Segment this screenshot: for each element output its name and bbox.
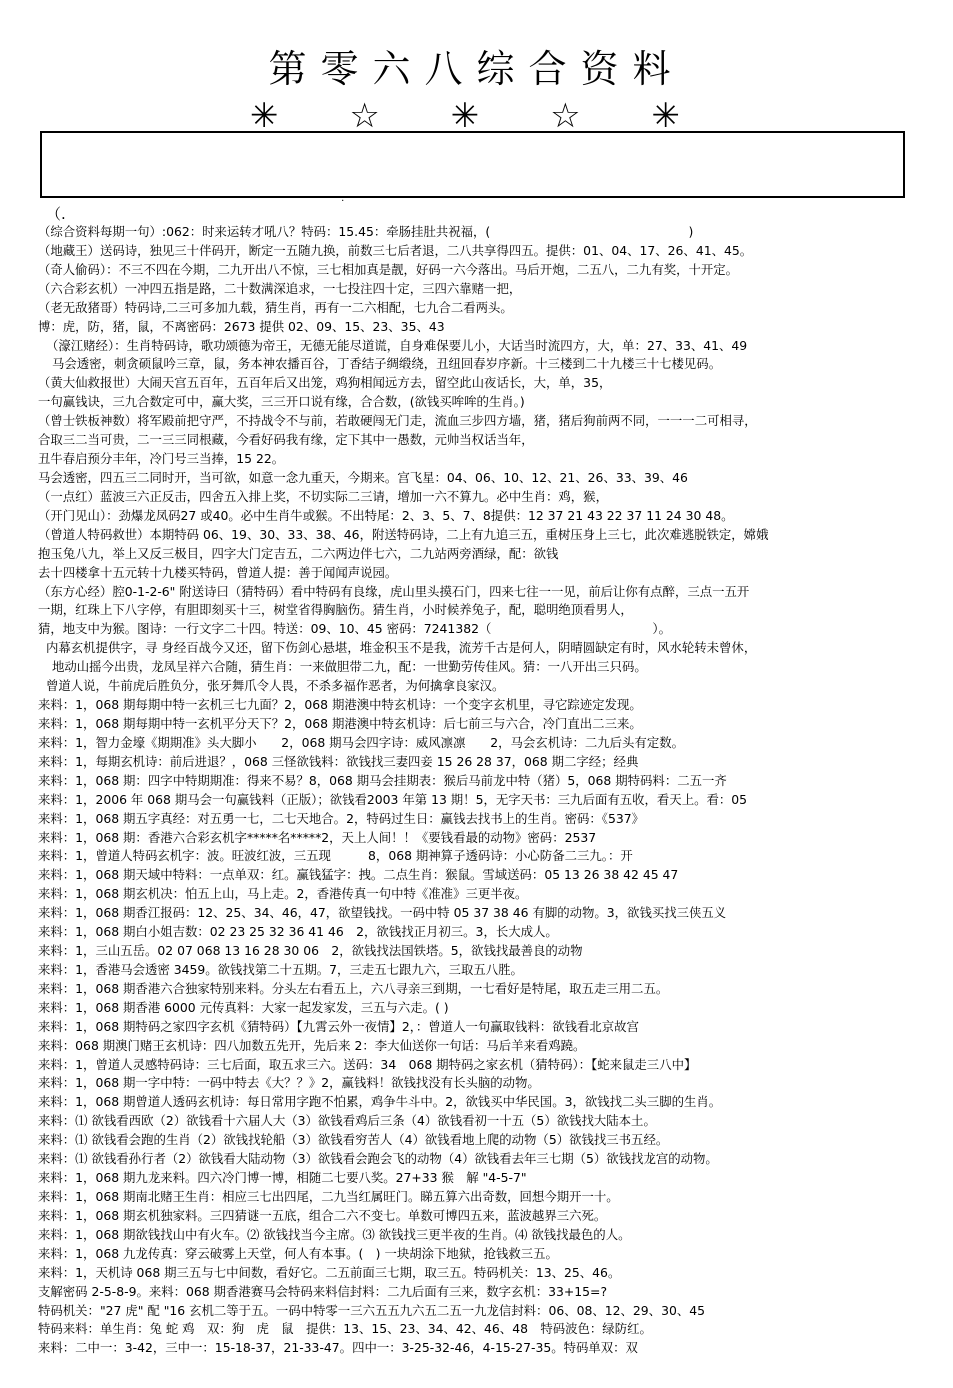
text-line: 一句赢钱诀，三九合数定可中，赢大奖，三三开口说有缘，合合数，(欲钱买哞哞的生肖。) — [38, 394, 525, 410]
box-dots: ·. — [338, 193, 345, 204]
star-row — [250, 96, 680, 136]
text-line: 来料：1，068 期香江报码：12、25、34、46，47，欲望钱找。一码中特 05 37 38 46 有脚的动物。3，欲钱买找三侠五义 — [38, 905, 727, 921]
text-line: 来料：1，068 期白小姐吉数：02 23 25 32 36 41 46 2，欲钱找正月初三。3，长大成人。 — [38, 924, 558, 940]
document-body — [38, 223, 918, 1358]
text-line: 特码机关："27 虎" 配 "16 玄机二等于五。一码中特零一三六五五九六五二五一九龙信封料：06、08、12、29、30、45 — [38, 1302, 705, 1318]
text-line: （一点红）蓝波三六正反击，四舍五入排上奖，不切实际二三请，增加一六不算九。必中生肖：鸡，猴， — [38, 488, 608, 504]
text-line: 特码来料：单生肖：兔 蛇 鸡 双：狗 虎 鼠 提供：13、15、23、34、42、46、48 特码波色：绿防红。 — [38, 1321, 652, 1337]
text-line: 地动山摇今出贵，龙凤呈祥六合随，猜生肖：一来做胆带二九，配：一世勤劳传佳风。猜：一八开出三只码。 — [52, 659, 647, 675]
text-line: 来料：1，068 期每期中特一玄机平分天下？2，068 期港澳中特玄机诗：后七前三与六合，冷门直出二三来。 — [38, 715, 642, 731]
text-line: 曾道人说，牛前虎后胜负分，张牙舞爪令人畏，不杀多福作恶者，为何擒拿良家汉。 — [46, 678, 505, 694]
text-line: 来料：⑴ 欲钱看孙行者（2）欲钱看大陆动物（3）欲钱看会跑会飞的动物（4）欲钱看去年三七期（5）欲钱找龙宫的动物。 — [38, 1151, 718, 1167]
text-line: 来料：1，068 期每期中特一玄机三七九面？2，068 期港澳中特玄机诗：一个变字玄机里，寻它踪迹定发现。 — [38, 697, 642, 713]
text-line: （综合资料每期一句）:062：时来运转才吼八？特码：15.45：牵肠挂肚共祝福，( ) — [38, 224, 694, 239]
text-line: 来料：1，068 期南北赌王生肖：相应三七出四尾，二九当红属旺门。睇五算六出奇数，回想今期开一十。 — [38, 1189, 619, 1205]
text-line: 来料：1，068 期玄机独家料。三四猜谜一五底，组合二六不变七。单数可博四五来，蓝波越界三六死。 — [38, 1207, 607, 1223]
text-line: 来料：1，068 期香港 6000 元传真料：大家一起发家发，三五与六走。( ) — [38, 999, 449, 1015]
text-line: 来料：1，068 期曾道人透码玄机诗：每日常用字跑不怕累，鸡争牛斗中。2，欲钱买中华民国。3，欲钱找二头三脚的生肖。 — [38, 1094, 722, 1110]
text-line: 来料：1，曾道人特码玄机字：波。旺波红波，三五现 8，068 期神算子透码诗：小心防备二三九。：开 — [38, 848, 633, 864]
text-line: （开门见山）：劲爆龙凤码27 或40。必中生肖牛或猴。不出特尾：2、3、5、7、8提供：12 37 21 43 22 37 11 24 30 48。 — [38, 507, 734, 523]
text-line: 来料：1，每期玄机诗：前后进退？，068 三怪欲钱料：欲钱找三妻四妾 15 26 28 37，068 期二字经；经典 — [38, 753, 639, 769]
text-line: 来料：1，068 期：香港六合彩玄机字*****名*****2，天上人间！！《要钱看最的动物》密码：2537 — [38, 829, 597, 845]
text-line: 来料：1，068 期特码之家四字玄机《猜特码）【九霄云外一夜情】2，：曾道人一句赢取钱料：欲钱看北京故宫 — [38, 1018, 639, 1034]
text-line: 马会透密，刺贪硕鼠吟三章，鼠，务本神农播百谷，丁香结子绸缎绕，丑纽回春岁序新。十三楼到二十九楼三十七楼见码。 — [52, 356, 722, 372]
text-line: 来料：1，068 期一字中特：一码中特去《大？？》2，赢钱料！欲钱找没有长头脑的动物。 — [38, 1075, 540, 1091]
text-line: 来料：1，068 期天域中特料：一点单双：红。赢钱猛字：拽。二点生肖：猴鼠。雪域送码：05 13 26 38 42 45 47 — [38, 867, 679, 883]
asterisk-icon: ✳ — [250, 96, 279, 136]
text-line: 马会透密，四五三二同时开，当可欲，如意一念九重天，今期来。宫飞星：04、06、10、12、21、26、33、39、46 — [38, 469, 688, 485]
blank-box — [40, 131, 905, 198]
text-line: 来料：1，068 期五字真经：对五勇一七，二七天地合。2，特码过生日：赢钱去找书上的生肖。密码：《537》 — [38, 810, 644, 826]
text-line: （老无敌猪哥）特码诗,二三可多加九载，猜生肖，再有一二六相配，七九合二看两头。 — [38, 299, 513, 315]
page-title: 第零六八综合资料 — [268, 47, 685, 91]
text-line: 合取三二当可贵，二一三三同根藏，今看好码我有缘，定下其中一愚数，元帅当权话当年， — [38, 432, 534, 448]
text-line: （六合彩玄机）一冲四五指是路，二十数满深追求，一七投注四十定，三四六靠赌一把， — [38, 280, 522, 296]
text-line: 内幕玄机提供字，寻 身经百战今又还，留下伤剑心悬堪，堆金积玉不是我，流芳千古是何人，阴晴圆缺定有时，风水轮转未曾休， — [46, 640, 757, 656]
text-line: （曾道人特码救世）本期特码 06、19、30、33、38、46，附送特码诗，二上有九追三五，重树压身上三七，此次难逃脱铁定，嫦娥 — [38, 526, 769, 542]
asterisk-icon: ✳ — [651, 96, 680, 136]
text-line: （黄大仙救报世）大闹天宫五百年，五百年后又出笼，鸡狗相闻远方去，留空此山夜话长，大，单，35， — [38, 375, 612, 391]
text-line: 猜，地支中为猴。图诗：一行文字二十四。特送：09、10、45 密码：7241382（ ）。 — [38, 621, 672, 637]
text-line: 去十四楼拿十五元转十九楼买特码，曾道人提：善于闻闻声说园。 — [38, 564, 398, 580]
text-line: 来料：1，天机诗 068 期三五与七中间数，看好它。二五前面三七期，取三五。特码机关：13、25、46。 — [38, 1264, 621, 1280]
text-line: 来料：1，2006 年 068 期马会一句赢钱料（正版）；欲钱看2003 年第 13 期！5，无字天书：三九后面有五收，看天上。看：05 — [38, 791, 748, 807]
text-line: （濠江赌经）：生肖特码诗，歌功颂德为帝王，无德无能尽道谎，自身难保要儿小，大话当时流四方，大，单：27、33、41、49 — [46, 337, 748, 353]
text-line: 来料：二中一：3-42，三中一：15-18-37，21-33-47。四中一：3-25-32-46，4-15-27-35。特码单双：双 — [38, 1340, 638, 1356]
text-line: 来料：1，068 期九龙来料。四六冷门博一博，相随二七要八奖。27+33 猴 解 "4-5-7" — [38, 1170, 527, 1186]
text-line: 来料：1，曾道人灵感特码诗：三七后面，取五求三六。送码：34 068 期特码之家玄机（猜特码）：【蛇来鼠走三八中】 — [38, 1056, 697, 1072]
text-line: 抱玉兔八九，举上又反三极目，四字大门定吉五，二六两边伴七六，二九站两旁酒绿，配：欲钱 — [38, 545, 559, 561]
star-icon: ☆ — [550, 96, 581, 136]
text-line: 来料：1，068 九龙传真：穿云破雾上天堂，何人有本事。( ) 一块胡涂下地狱，抢钱救三五。 — [38, 1245, 558, 1261]
text-line: 来料：1，068 期欲钱找山中有火车。⑵ 欲钱找当今主席。⑶ 欲钱找三更半夜的生肖。⑷ 欲钱找最色的人。 — [38, 1226, 631, 1242]
text-line: 来料：1，香港马会透密 3459。欲钱找第二十五期。7，三走五七跟九六，三取五八胜。 — [38, 961, 523, 977]
star-icon: ☆ — [349, 96, 380, 136]
text-line: 来料：1，068 期：四字中特期期准：得来不易？8，068 期马会挂期表：猴后马前龙中特（猪）5，068 期特码料：二五一齐 — [38, 772, 727, 788]
text-line: 来料：1，三山五岳。02 07 068 13 16 28 30 06 2，欲钱找法国铁塔。5，欲钱找最善良的动物 — [38, 943, 583, 959]
text-line: 来料：1，068 期玄机决：怕五上山，马上走。2，香港传真一句中特《准准》三更半夜。 — [38, 886, 528, 902]
text-line: 来料：⑴ 欲钱看西欧（2）欲钱看十六届人大（3）欲钱看鸡后三条（4）欲钱看初一十五（5）欲钱找大陆本土。 — [38, 1113, 656, 1129]
text-line: 支解密码 2-5-8-9。来料：068 期香港赛马会特码来料信封料：二九后面有三来，数字玄机：33+15=? — [38, 1283, 608, 1299]
text-line: （曾士铁板神数）将军殿前把守严，不持战令不与前，若敢硬闯无门走，流血三步四方墙，猪，猪后狗前两不同，一一一二可相寻， — [38, 413, 757, 429]
text-line: 来料：1，068 期香港六合独家特别来料。分头左右看五上，六八寻亲三到期，一七看好是特尾，取五走三用二五。 — [38, 980, 669, 996]
text-line: （奇人偷码）：不三不四在今期，二九开出八不惊，三七相加真是靓，好码一六今落出。马后开炮，二五八，二九有奖，十开定。 — [38, 261, 739, 277]
text-line: 丑牛春启预分丰年，冷门号三当捧，15 22。 — [38, 451, 285, 467]
box-paren: （. — [46, 205, 66, 223]
text-line: （东方心经）腔0-1-2-6" 附送诗曰（猜特码）看中特码有良缘，虎山里头摸石门，四来七往一一见，前后让你有点醉，三点一五开 — [38, 583, 750, 599]
text-line: 来料：⑴ 欲钱看会跑的生肖（2）欲钱找轮船（3）欲钱看穷苦人（4）欲钱看地上爬的动物（5）欲钱找三书五经。 — [38, 1132, 669, 1148]
text-line: 来料：1，智力金壕《期期准》头大脚小 2，068 期马会四字诗：威风凛凛 2，马会玄机诗：二九后头有定数。 — [38, 734, 684, 750]
box-paren-row — [46, 203, 906, 225]
asterisk-icon: ✳ — [450, 96, 480, 136]
text-line: 博：虎，防，猪，鼠，不离密码：2673 提供 02、09、15、23、35、43 — [38, 318, 445, 334]
text-line: （地藏王）送码诗，独见三十伴码开，断定一五随九换，前数三七后者退，二八共享得四五。提供：01、04、17、26、41、45。 — [38, 242, 753, 258]
text-line: 来料：068 期澳门赌王玄机诗：四八加数五先开，先后来 2：李大仙送你一句话：马后羊来看鸡蹺。 — [38, 1037, 586, 1053]
text-line: 一期，红珠上下八字停，有胆即刻买十三，树堂省得胸脑伤。猜生肖，小时候养兔子，配，聪明绝顶看男人， — [38, 602, 633, 618]
